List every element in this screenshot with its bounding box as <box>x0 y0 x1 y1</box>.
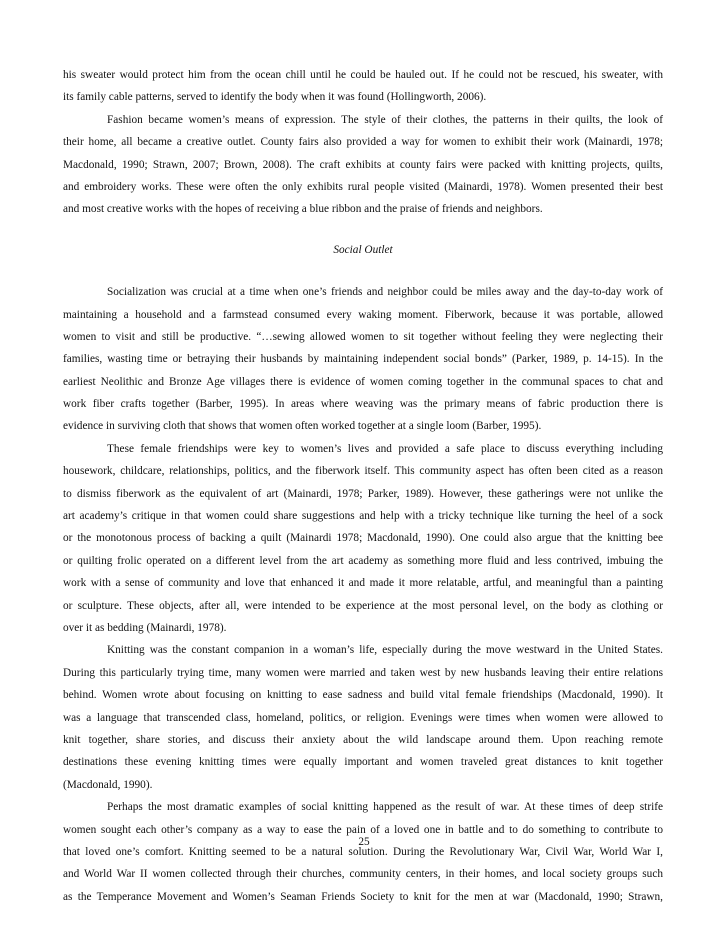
text-line: over it as bedding (Mainardi, 1978). <box>63 621 227 634</box>
text-line: or the monotonous process of backing a quilt (Mainardi 1978; Macdonald, 1990). One could also argue that the knitting bee <box>63 532 663 545</box>
text-line: During this particularly trying time, many women were married and taken west by new husbands leaving their entire relations <box>63 666 663 679</box>
text-line: art academy’s critique in that women could share suggestions and help with a tricky technique like turning the heel of a sock <box>63 510 663 523</box>
text-line: their home, all became a creative outlet. County fairs also provided a way for women to exhibit their work (Mainardi, 1978; <box>63 136 663 149</box>
text-line: evidence in surviving cloth that shows that women often worked together at a single loom (Barber, 1995). <box>63 420 542 433</box>
paragraph-first-line: Fashion became women’s means of expression. The style of their clothes, the patterns in their quilts, the look of <box>107 113 663 126</box>
section-heading: Social Outlet <box>333 243 393 256</box>
text-line: housework, childcare, relationships, politics, and the fiberwork itself. This community aspect has often been cited as a reason <box>63 465 663 478</box>
text-line: its family cable patterns, served to identify the body when it was found (Hollingworth, 2006). <box>63 91 487 104</box>
text-line: behind. Women wrote about focusing on knitting to ease sadness and build vital female friendships (Macdonald, 1990). It <box>63 689 663 702</box>
text-line: as the Temperance Movement and Women’s Seaman Friends Society to knit for the men at war (Macdonald, 1990; Strawn, <box>63 890 663 903</box>
text-line: was a language that transcended class, homeland, politics, or religion. Evenings were times when women were allowed to <box>63 711 663 724</box>
text-line: maintaining a household and a farmstead consumed every waking moment. Fiberwork, because it was portable, allowed <box>63 308 663 321</box>
text-line: knit together, share stories, and discuss their anxiety about the wild landscape around them. Upon reaching remote <box>63 733 663 746</box>
page-number: 25 <box>358 836 370 848</box>
text-line: that loved one’s comfort. Knitting seemed to be a natural solution. During the Revolutionary War, Civil War, World War I, <box>63 845 663 858</box>
text-line: and World War II women collected through their churches, community centers, in their homes, and local society groups such <box>63 868 663 881</box>
text-line: his sweater would protect him from the ocean chill until he could be hauled out. If he could not be rescued, his sweater, with <box>63 69 663 81</box>
text-line: earliest Neolithic and Bronze Age villages there is evidence of women coming together in the communal spaces to chat and <box>63 375 663 388</box>
text-line: women to visit and still be productive. “…sewing allowed women to sit together without feeling they were neglecting their <box>63 330 663 343</box>
body-text <box>63 64 663 908</box>
spacer <box>63 221 663 239</box>
text-line: and most creative works with the hopes of receiving a blue ribbon and the praise of friends and neighbors. <box>63 203 543 216</box>
paragraph-first-line: Knitting was the constant companion in a woman’s life, especially during the move westward in the United States. <box>107 644 663 657</box>
text-line: or sculpture. These objects, after all, were intended to be experience at the most personal level, on the body as clothing or <box>63 599 663 612</box>
text-line: to dismiss fiberwork as the equivalent of art (Mainardi, 1978; Parker, 1989). However, these gatherings were not unlike the <box>63 487 663 500</box>
text-line: and embroidery works. These were often the only exhibits rural people visited (Mainardi, 1978). Women presented their best <box>63 180 663 193</box>
paragraph-first-line: These female friendships were key to women’s lives and provided a safe place to discuss everything including <box>107 442 663 455</box>
text-line: women sought each other’s company as a way to ease the pain of a loved one in battle and to do something to contribute to <box>63 823 663 836</box>
text-line: Macdonald, 1990; Strawn, 2007; Brown, 2008). The craft exhibits at county fairs were packed with knitting projects, quilts, <box>63 158 663 171</box>
paragraph-first-line: Socialization was crucial at a time when one’s friends and neighbor could be miles away and the day-to-day work of <box>107 286 663 299</box>
text-line: families, wasting time or betraying their husbands by maintaining independent social bonds” (Parker, 1989, p. 14-15). In the <box>63 353 663 366</box>
spacer <box>63 261 663 281</box>
text-line: (Macdonald, 1990). <box>63 778 153 791</box>
text-line: work fiber crafts together (Barber, 1995). In areas where weaving was the primary means of fabric production there is <box>63 398 663 411</box>
paragraph-first-line: Perhaps the most dramatic examples of social knitting happened as the result of war. At these times of deep strife <box>107 801 663 814</box>
text-line: or quilting frolic operated on a different level from the art academy as something more fluid and less contrived, imbuing the <box>63 554 663 567</box>
text-line: work with a sense of community and love that enhanced it and made it more relatable, artful, and meaningful than a painting <box>63 577 663 590</box>
text-line: destinations these evening knitting times were equally important and women traveled great distances to knit together <box>63 756 663 769</box>
